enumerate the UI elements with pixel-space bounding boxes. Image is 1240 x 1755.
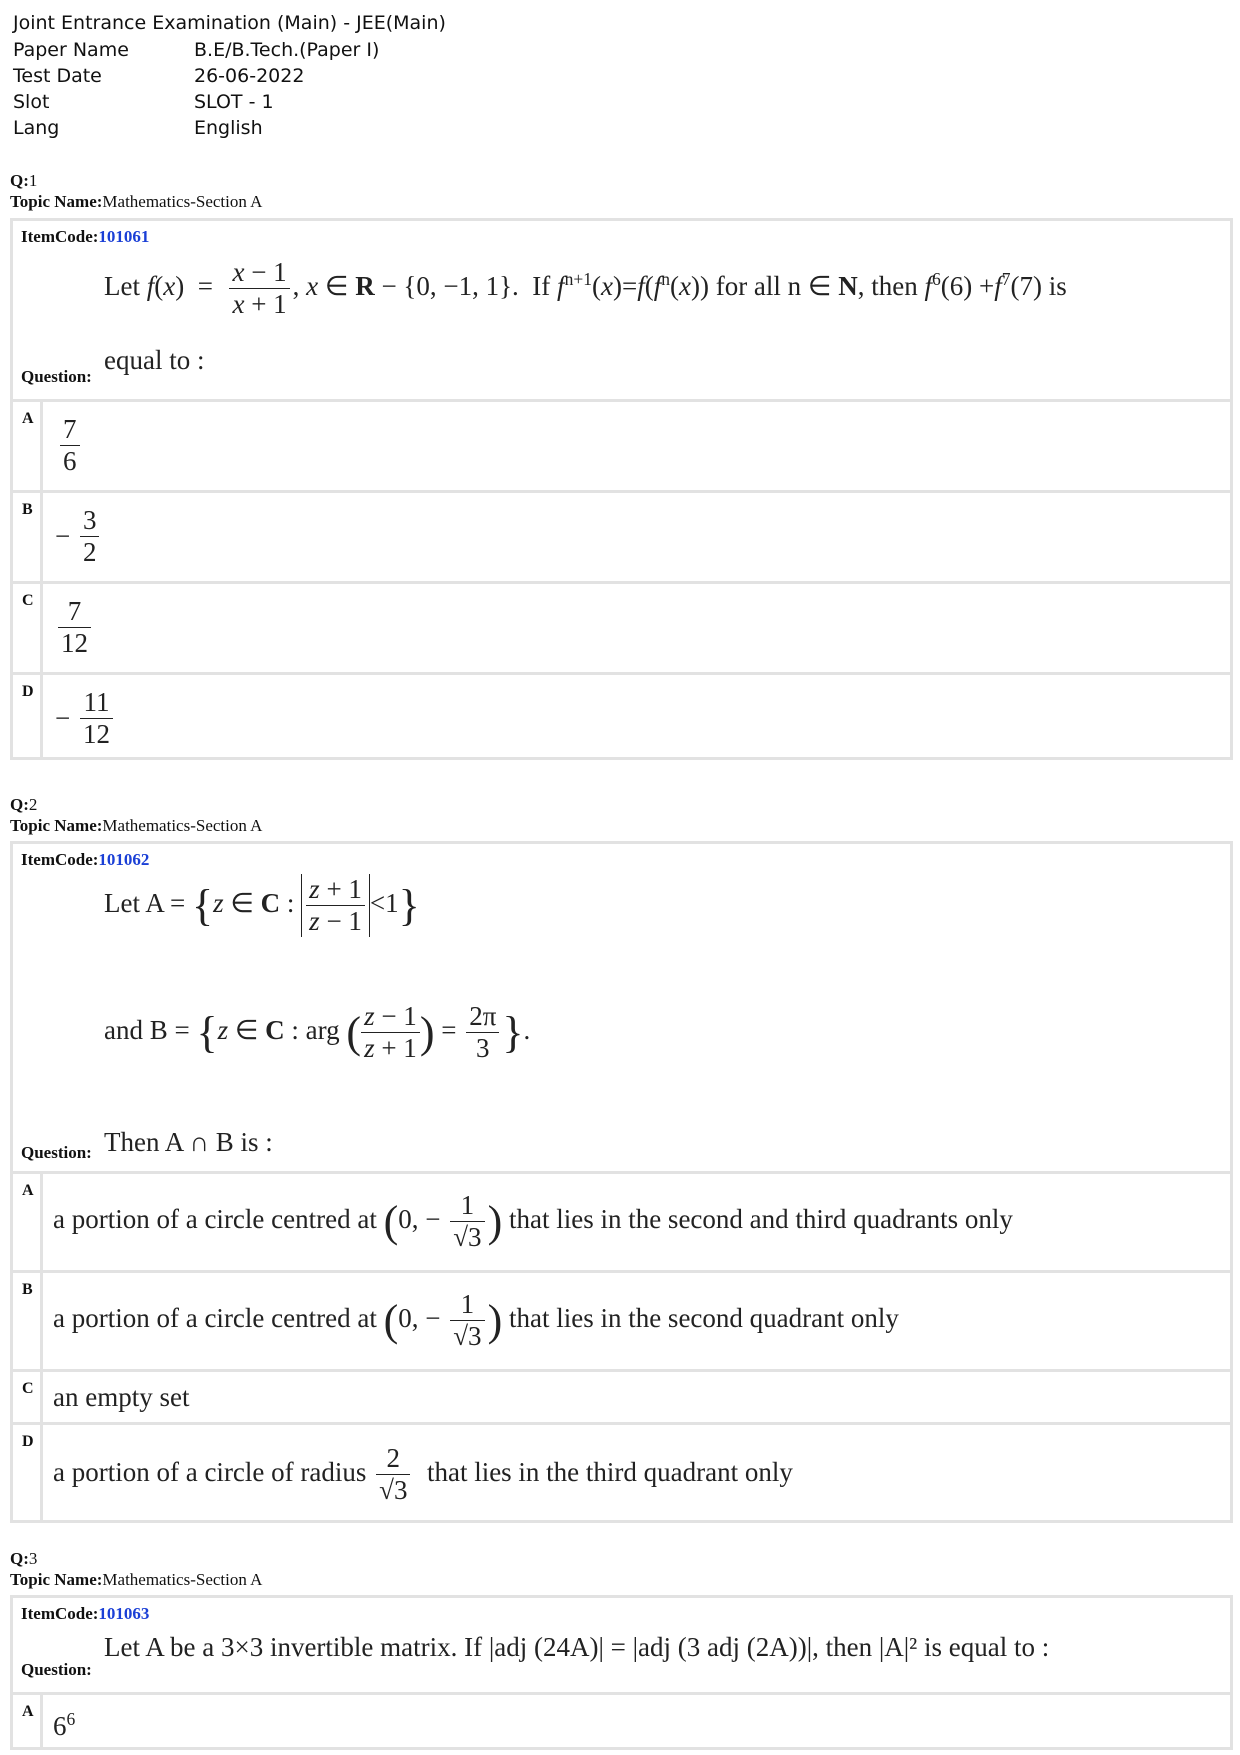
question-stem-line2: and B = {z ∈ C : arg ( $\frac{z - 1}{z + 1}$ ) = $\frac{2\pi}{3}$ }. [104,1001,531,1064]
option-b[interactable]: B a portion of a circle centred at (0, − $\frac{1}{√3}$ ) that lies in the second quadrant only [13,1270,1230,1369]
option-d[interactable]: D a portion of a circle of radius $\frac{2}{√3}$ that lies in the third quadrant only [13,1422,1230,1520]
question-3-heading: Q:3 Topic Name:Mathematics-Section A [10,1549,263,1589]
item-code: ItemCode:101063 [21,1604,150,1623]
meta-row: Slot SLOT - 1 [13,91,274,113]
exam-meta-table [13,37,379,141]
question-1-box [10,218,1233,760]
question-2-heading: Q:2 Topic Name:Mathematics-Section A [10,795,263,835]
question-1-heading: Q:1 Topic Name:Mathematics-Section A [10,171,263,211]
meta-row: Lang English [13,117,263,139]
item-code: ItemCode:101061 [21,227,150,246]
question-stem: Let A = {z ∈ C : $\frac{z + 1}{z - 1}$ <1} [104,874,420,937]
exam-title: Joint Entrance Examination (Main) - JEE(Main) [13,12,446,34]
question-label: Question: [21,367,92,386]
meta-row: Test Date 26-06-2022 [13,65,305,87]
option-a[interactable]: A $6^6$ [13,1692,1230,1750]
option-a[interactable]: A a portion of a circle centred at (0, − $\frac{1}{√3}$ ) that lies in the second and third quadrants only [13,1171,1230,1270]
question-label: Question: [21,1143,92,1162]
question-stem: Let f(x) = $\frac{x - 1}{x + 1}$ , x ∈ R − {0, −1, 1}. If $f^{n+1}(x)=f(f^n(x))$ for all n ∈ N, then $f^6(6) +f^7(7)$ is [104,257,1067,320]
option-c[interactable]: C an empty set [13,1369,1230,1422]
option-c[interactable]: C $\frac{7}{12}$ [13,581,1230,672]
option-b[interactable]: B − $\frac{3}{2}$ [13,490,1230,581]
question-label: Question: [21,1660,92,1679]
question-stem-line3: Then A ∩ B is : [104,1127,273,1157]
item-code: ItemCode:101062 [21,850,150,869]
option-d[interactable]: D − $\frac{11}{12}$ [13,672,1230,757]
question-stem: Let A be a 3×3 invertible matrix. If |adj (24A)| = |adj (3 adj (2A))|, then |A|² is equal to : [104,1632,1050,1662]
option-a[interactable]: A $\frac{7}{6}$ [13,399,1230,490]
meta-row: Paper Name B.E/B.Tech.(Paper I) [13,39,380,61]
question-3-box [10,1595,1233,1750]
exam-header [13,10,446,141]
question-stem-line2: equal to : [104,345,205,375]
question-2-box [10,841,1233,1523]
